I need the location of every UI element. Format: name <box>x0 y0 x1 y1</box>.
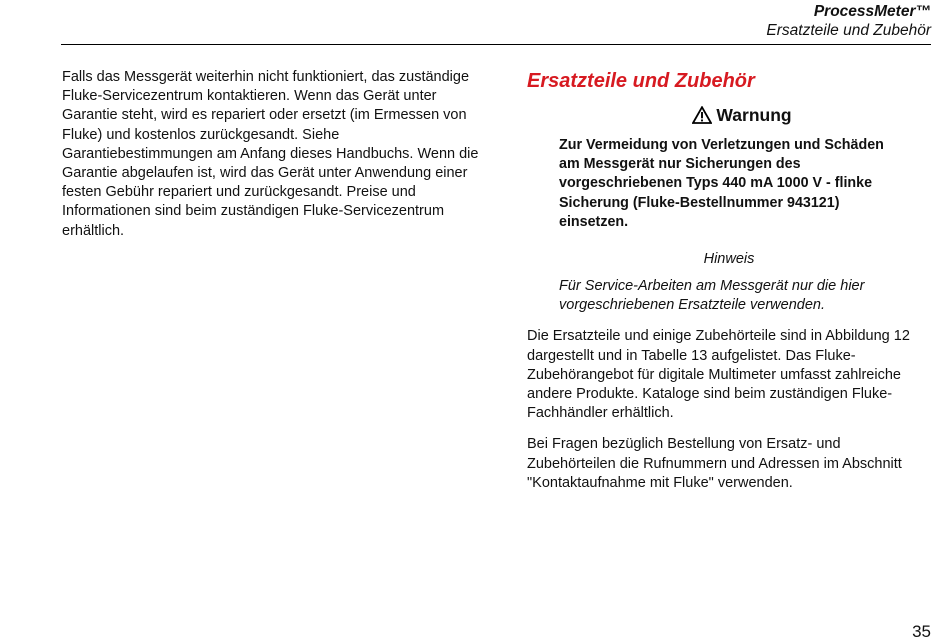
header-section-title: Ersatzteile und Zubehör <box>766 22 931 39</box>
ordering-paragraph: Bei Fragen bezüglich Bestellung von Ersatz- und Zubehörteilen die Rufnummern und Adressen im Abschnitt "Kontaktaufnahme mit Fluke" verwenden. <box>527 436 902 491</box>
warning-title-text: Warnung <box>716 105 792 125</box>
service-paragraph: Falls das Messgerät weiterhin nicht funktioniert, das zuständige Fluke-Servicezentrum kontaktieren. Wenn das Gerät unter Garantie steht, wird es repariert oder ersetzt (im Ermessen von Fluke) und kostenlos zurückgesandt. Siehe Garantiebestimmungen am Anfang dieses Handbuchs. Wenn die Garantie abgelaufen ist, wird das Gerät unter Anwendung einer festen Gebühr repariert und zurückgesandt. Preise und Informationen sind beim zuständigen Fluke-Servicezentrum erhältlich. <box>62 69 479 239</box>
header-product-name: ProcessMeter™ <box>813 3 931 20</box>
page-number: 35 <box>912 622 931 641</box>
spare-parts-paragraph: Die Ersatzteile und einige Zubehörteile sind in Abbildung 12 dargestellt und in Tabelle 13 aufgelistet. Das Fluke-Zubehörangebot für digitale Multimeter umfasst zahlreiche andere Produkte. Kataloge sind beim zuständigen Fluke-Fachhändler erhältlich. <box>527 328 910 422</box>
header-divider <box>61 44 931 45</box>
warning-title <box>527 104 927 126</box>
running-header <box>766 2 931 40</box>
note-text: Für Service-Arbeiten am Messgerät nur die hier vorgeschriebenen Ersatzteile verwenden. <box>559 278 865 314</box>
warning-triangle-icon <box>692 106 712 124</box>
warning-text: Zur Vermeidung von Verletzungen und Schäden am Messgerät nur Sicherungen des vorgeschriebenen Typs 440 mA 1000 V - flinke Sicherung (Fluke-Bestellnummer 943121) einsetzen. <box>559 137 884 230</box>
note-title: Hinweis <box>703 251 755 268</box>
right-column <box>527 68 927 493</box>
section-heading: Ersatzteile und Zubehör <box>527 70 755 92</box>
left-column <box>62 68 482 241</box>
